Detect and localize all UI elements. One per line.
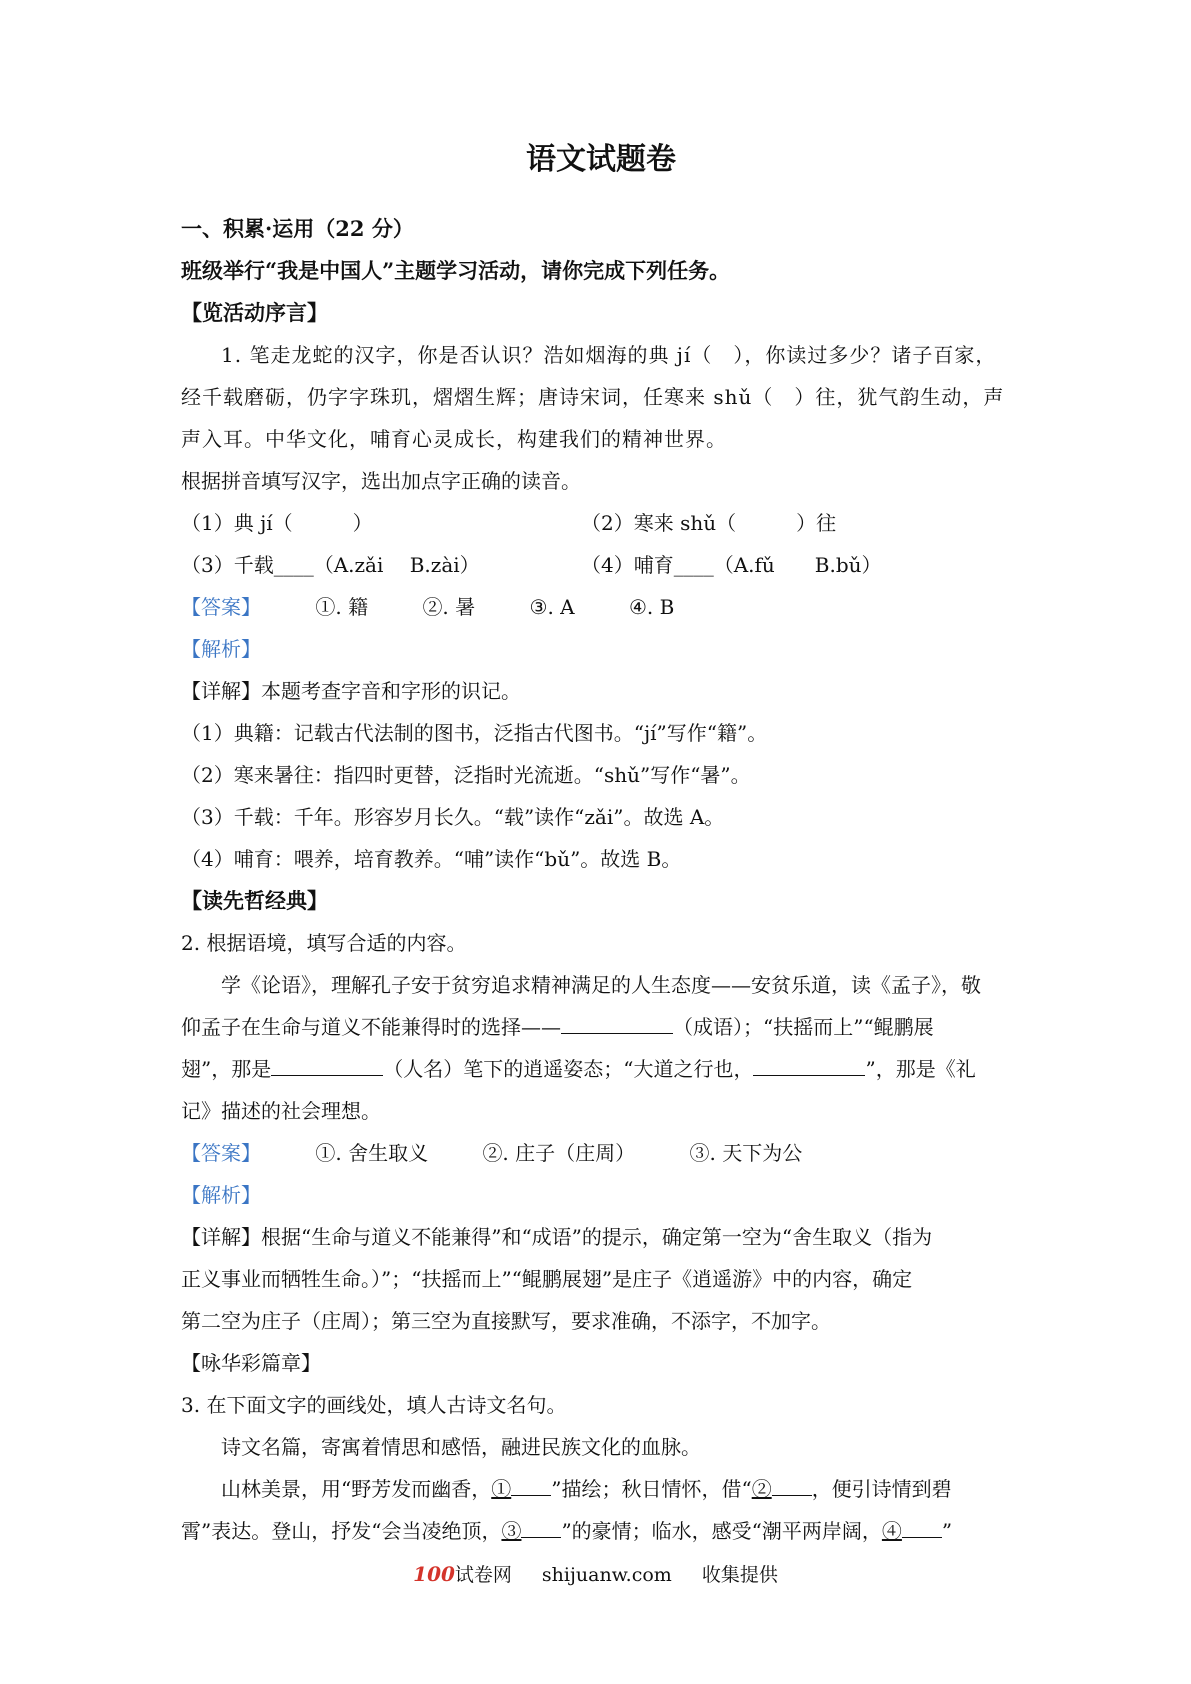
fill-blank[interactable] — [521, 1515, 561, 1538]
q3-text-part: ，便引诗情到碧 — [811, 1477, 952, 1501]
blank-number: ① — [491, 1477, 512, 1501]
answer-tag: 【答案】 — [181, 595, 261, 619]
q3-text-part: ” — [941, 1519, 953, 1543]
q3-text-part: 霄”表达。登山，抒发“会当凌绝顶， — [181, 1519, 502, 1543]
q1-sub-1: （1）典 jí（ ） — [181, 511, 373, 535]
q1-answer-line — [181, 586, 1021, 628]
fill-blank[interactable] — [772, 1473, 812, 1496]
exam-content — [181, 138, 1021, 1552]
q2-text-line: 记》描述的社会理想。 — [181, 1099, 381, 1123]
q2-text-part: 翅”，那是 — [181, 1057, 272, 1081]
answer-item: ②. 庄子（庄周） — [482, 1141, 636, 1165]
q1-subquestions-row — [181, 502, 1021, 544]
blank-number: ② — [751, 1477, 772, 1501]
q1-sub-3: （3）千载____（A.zǎi B.zài） — [181, 553, 480, 577]
subsection-heading-yonghua: 【咏华彩篇章】 — [181, 1351, 321, 1375]
site-logo: 100 — [413, 1562, 455, 1586]
fill-blank[interactable] — [561, 1011, 673, 1034]
q1-text-line: 声入耳。中华文化，哺育心灵成长，构建我们的精神世界。 — [181, 427, 727, 451]
q3-stem: 3. 在下面文字的画线处，填人古诗文名句。 — [181, 1393, 567, 1417]
q2-text-line: 学《论语》，理解孔子安于贫穷追求精神满足的人生态度——安贫乐道，读《孟子》，敬 — [221, 973, 981, 997]
fill-blank[interactable] — [271, 1053, 383, 1076]
section-heading: 一、积累·运用（22 分） — [181, 216, 414, 241]
answer-item: ③. A — [529, 595, 575, 619]
analysis-tag: 【解析】 — [181, 637, 261, 661]
q1-detail-item: （2）寒来暑往：指四时更替，泛指时光流逝。“shǔ”写作“暑”。 — [181, 763, 751, 787]
q3-text-line: 诗文名篇，寄寓着情思和感悟，融进民族文化的血脉。 — [221, 1435, 701, 1459]
q1-detail-item: （4）哺育：喂养，培育教养。“哺”读作“bǔ”。故选 B。 — [181, 847, 682, 871]
page-title: 语文试题卷 — [526, 142, 676, 177]
q2-stem: 2. 根据语境，填写合适的内容。 — [181, 931, 467, 955]
q2-explanation-line: 正义事业而牺牲生命。）”；“扶摇而上”“鲲鹏展翅”是庄子《逍遥游》中的内容，确定 — [181, 1267, 913, 1291]
q1-text-line: 1. 笔走龙蛇的汉字，你是否认识？浩如烟海的典 jí（ ），你读过多少？诸子百家， — [221, 343, 997, 367]
q3-text-part: ”的豪情；临水，感受“潮平两岸阔， — [561, 1519, 882, 1543]
blank-number: ③ — [501, 1519, 522, 1543]
q3-text-line — [181, 1510, 1021, 1552]
q1-instruction: 根据拼音填写汉字，选出加点字正确的读音。 — [181, 469, 581, 493]
q1-text-line: 经千载磨砺，仍字字珠玑，熠熠生辉；唐诗宋词，任寒来 shǔ（ ）往，犹气韵生动，声 — [181, 385, 1005, 409]
page-footer — [0, 1560, 1191, 1589]
q2-answer-line — [181, 1132, 1021, 1174]
subsection-heading-lanhuo: 【览活动序言】 — [181, 300, 328, 325]
answer-item: ③. 天下为公 — [689, 1141, 803, 1165]
q2-text-part: 仰孟子在生命与道义不能兼得时的选择—— — [181, 1015, 561, 1039]
answer-item: ①. 舍生取义 — [315, 1141, 429, 1165]
fill-blank[interactable] — [511, 1473, 551, 1496]
q2-text-line — [181, 1048, 1021, 1090]
footer-note: 收集提供 — [701, 1564, 778, 1586]
answer-item: ②. 暑 — [422, 595, 476, 619]
q3-text-line — [181, 1468, 1021, 1510]
fill-blank[interactable] — [902, 1515, 942, 1538]
answer-item: ④. B — [628, 595, 675, 619]
subsection-heading-duxian: 【读先哲经典】 — [181, 888, 328, 913]
q1-detail-item: （3）千载：千年。形容岁月长久。“载”读作“zǎi”。故选 A。 — [181, 805, 725, 829]
q3-text-part: ”描绘；秋日情怀，借“ — [551, 1477, 752, 1501]
q2-text-line — [181, 1006, 1021, 1048]
answer-item: ①. 籍 — [315, 595, 369, 619]
answer-tag: 【答案】 — [181, 1141, 261, 1165]
q1-sub-2: （2）寒来 shǔ（ ）往 — [581, 511, 837, 535]
q2-explanation-line: 第二空为庄子（庄周）；第三空为直接默写，要求准确，不添字，不加字。 — [181, 1309, 831, 1333]
q1-detail: 【详解】本题考查字音和字形的识记。 — [181, 679, 521, 703]
q2-text-part: （成语）；“扶摇而上”“鲲鹏展 — [673, 1015, 934, 1039]
site-domain[interactable]: shijuanw.com — [541, 1564, 672, 1586]
q2-text-part: （人名）笔下的逍遥姿态；“大道之行也， — [383, 1057, 754, 1081]
fill-blank[interactable] — [753, 1053, 865, 1076]
activity-intro: 班级举行“我是中国人”主题学习活动，请你完成下列任务。 — [181, 258, 731, 283]
q1-subquestions-row — [181, 544, 1021, 586]
site-name: 试卷网 — [454, 1564, 512, 1586]
analysis-tag: 【解析】 — [181, 1183, 261, 1207]
q2-explanation-line: 【详解】根据“生命与道义不能兼得”和“成语”的提示，确定第一空为“舍生取义（指为 — [181, 1225, 933, 1249]
q1-detail-item: （1）典籍：记载古代法制的图书，泛指古代图书。“jí”写作“籍”。 — [181, 721, 768, 745]
q2-text-part: ”，那是《礼 — [865, 1057, 976, 1081]
q1-sub-4: （4）哺育____（A.fǔ B.bǔ） — [581, 553, 882, 577]
blank-number: ④ — [881, 1519, 902, 1543]
q3-text-part: 山林美景，用“野芳发而幽香， — [221, 1477, 492, 1501]
